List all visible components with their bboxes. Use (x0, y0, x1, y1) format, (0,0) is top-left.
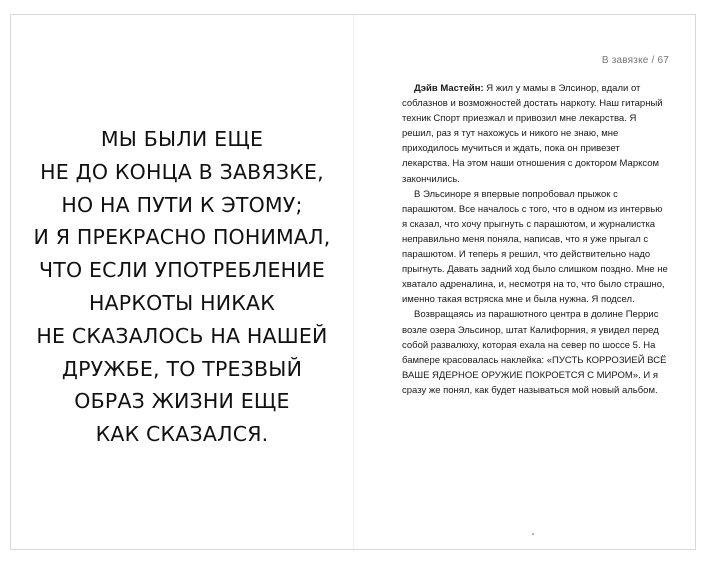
running-head (602, 55, 669, 66)
page-number: 67 (657, 55, 669, 66)
quote-line: ДРУЖБЕ, ТО ТРЕЗВЫЙ (61, 356, 303, 381)
page-mark (532, 533, 534, 535)
chapter-title: В завязке (601, 55, 649, 66)
paragraph: В Эльсиноре я впервые попробовал прыжок с парашютом. Все началось с того, что в одном из интервью я сказал, что хочу прыгнуть с парашютом, и журналистка неправильно меня поняла, написав, что я уже прыгал с парашютом. И теперь я решил, что действительно надо прыгнуть. Давать задний ход было слишком поздно. Мне не хватало адреналина, и, несмотря на то, что было страшно, именно такая встряска мне и была нужна. Я подсел. (402, 188, 668, 306)
left-page (11, 15, 353, 549)
running-head-separator: / (648, 55, 658, 66)
quote-line: НАРКОТЫ НИКАК (88, 290, 276, 315)
paragraph (402, 81, 670, 187)
pull-quote (15, 123, 349, 451)
quote-line: И Я ПРЕКРАСНО ПОНИМАЛ, (33, 225, 331, 250)
right-page (354, 15, 697, 549)
body-text (402, 81, 670, 398)
book-spread (10, 14, 696, 550)
paragraph-text: Я жил у мамы в Элсинор, вдали от соблазнов и возможностей достать наркоту. Наш гитарный техник Спорт приезжал и привозил мне лекарства. Я решил, раз я тут нахожусь и никого не знаю, мне приходилось мучиться и ждать, пока он привезет лекарства. На этом наши отношения с доктором Марксом закончились. (402, 83, 663, 185)
speaker-name: Дэйв Мастейн: (414, 83, 484, 94)
quote-line: МЫ БЫЛИ ЕЩЕ (100, 127, 264, 151)
quote-line: НЕ ДО КОНЦА В ЗАВЯЗКЕ, (40, 159, 324, 184)
quote-line: КАК СКАЗАЛСЯ. (95, 422, 269, 447)
paragraph: Возвращаясь из парашютного центра в долине Перрис возле озера Эльсинор, штат Калифорния, я увидел перед собой развалюху, которая ехала на север по шоссе 5. На бампере красовалась наклейка: «ПУСТЬ КОРРОЗИЕЙ ВСЁ ВАШЕ ЯДЕРНОЕ ОРУЖИЕ ПОКРОЕТСЯ С МИРОМ». И я сразу же понял, как будет называться мой новый альбом. (402, 309, 667, 396)
quote-line: ОБРАЗ ЖИЗНИ ЕЩЕ (74, 389, 290, 414)
quote-line: НЕ СКАЗАЛОСЬ НА НАШЕЙ (36, 323, 328, 348)
quote-line: ЧТО ЕСЛИ УПОТРЕБЛЕНИЕ (39, 258, 325, 283)
quote-line: НО НА ПУТИ К ЭТОМУ; (61, 192, 303, 217)
